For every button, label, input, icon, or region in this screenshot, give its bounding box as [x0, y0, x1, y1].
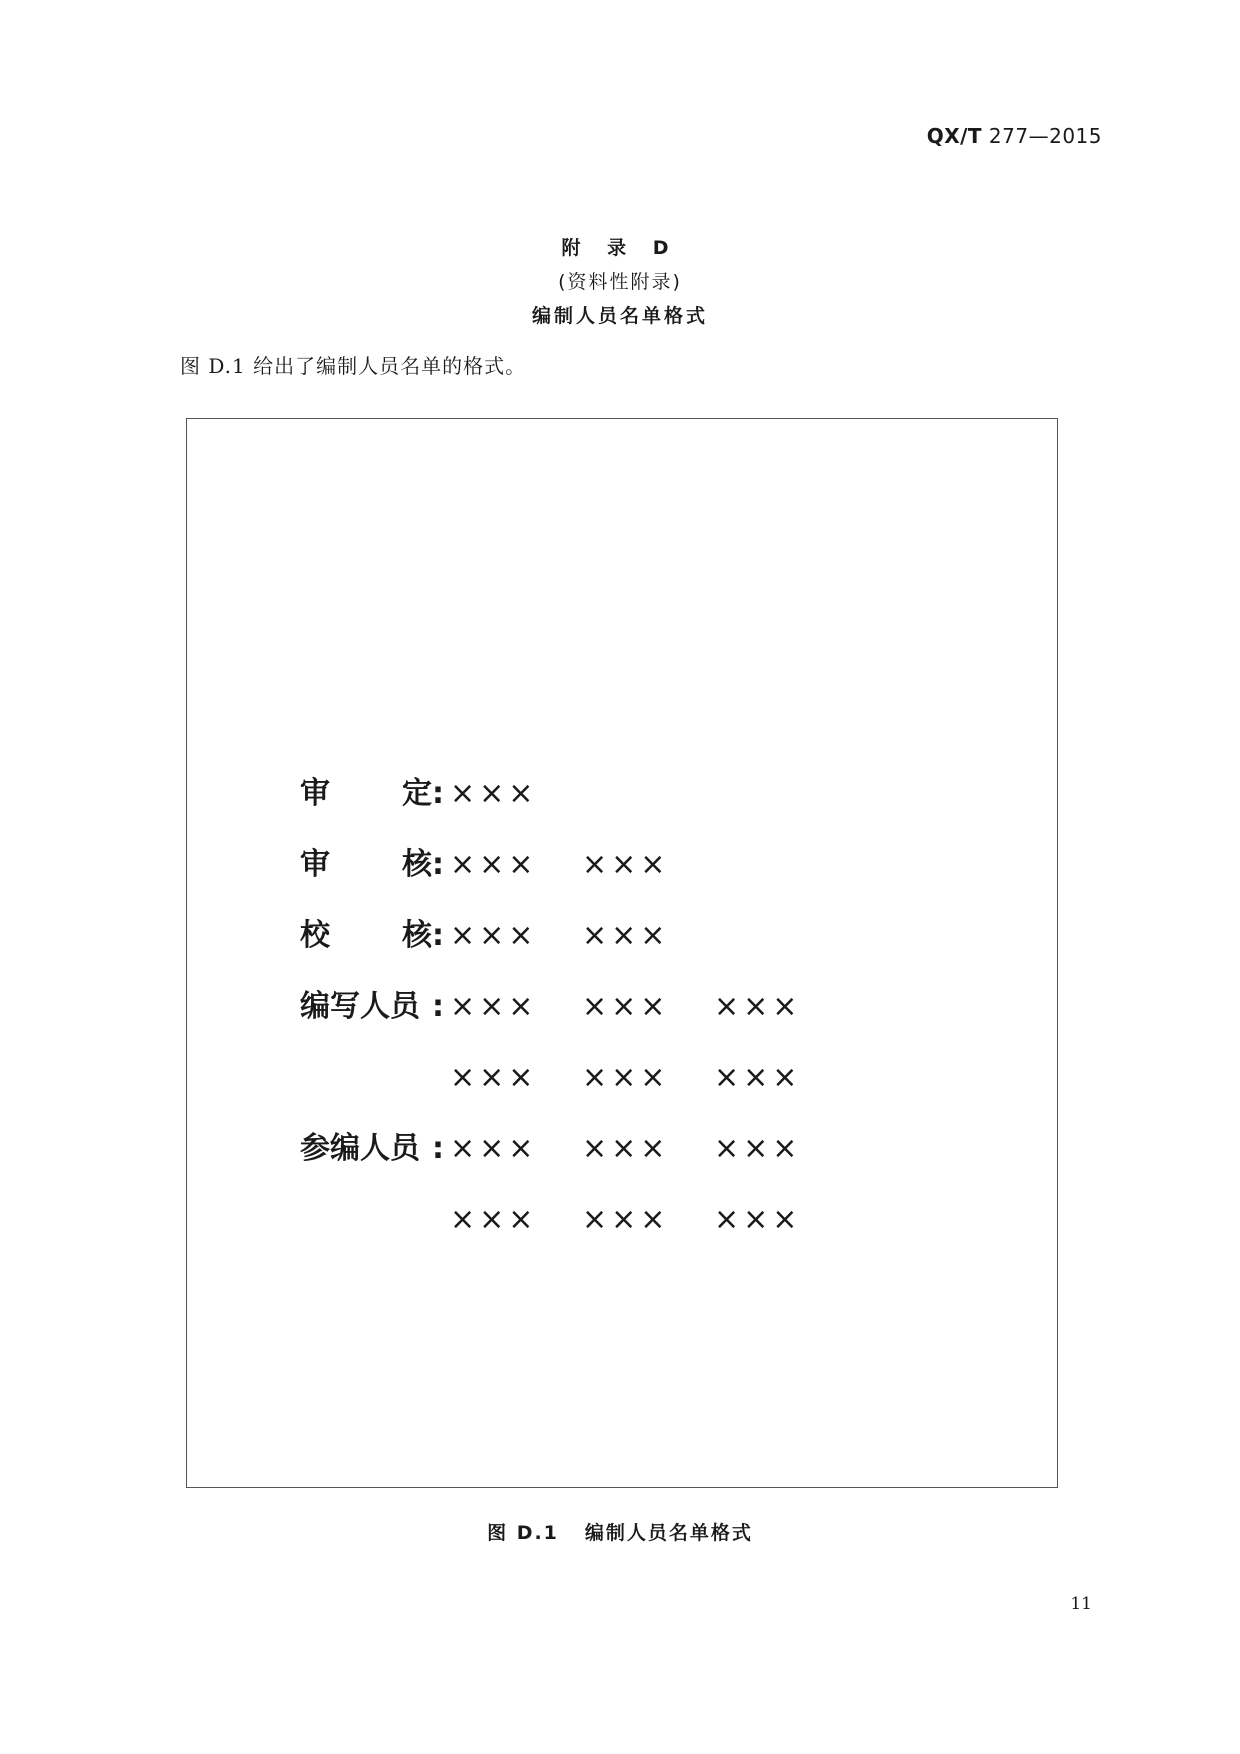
staff-name-placeholder: ×××: [450, 1131, 538, 1166]
staff-role-colon: :: [432, 989, 444, 1024]
staff-names: [450, 1200, 846, 1240]
staff-name-placeholder: ×××: [450, 989, 538, 1024]
figure-caption-title: 编制人员名单格式: [584, 1522, 753, 1544]
staff-row: [300, 1058, 846, 1098]
staff-name-placeholder: ×××: [582, 989, 670, 1024]
staff-role-colon: :: [432, 847, 444, 882]
annex-title: 编制人员名单格式: [531, 305, 708, 327]
page-number: 11: [1070, 1594, 1092, 1614]
annex-label: 附 录 D: [561, 237, 679, 259]
staff-name-placeholder: ×××: [714, 1060, 802, 1095]
staff-role-char: 审: [300, 776, 330, 811]
staff-name-placeholder: ×××: [582, 847, 670, 882]
staff-name-placeholder: ×××: [450, 918, 538, 953]
staff-name-placeholder: ×××: [450, 776, 538, 811]
staff-role-char: 定: [402, 776, 432, 811]
staff-row: [300, 987, 846, 1027]
staff-role-label: 参编人员: [300, 1131, 420, 1166]
standard-number: [927, 124, 1102, 148]
staff-role-char: 审: [300, 847, 330, 882]
staff-names: [450, 987, 846, 1027]
staff-role-char: 校: [300, 918, 330, 953]
staff-role-label: 编写人员: [300, 989, 420, 1024]
staff-row: [300, 1200, 846, 1240]
staff-name-placeholder: ×××: [714, 1131, 802, 1166]
staff-name-placeholder: ×××: [582, 1202, 670, 1237]
staff-row: [300, 845, 714, 885]
staff-role-label: [300, 916, 432, 956]
staff-name-placeholder: ×××: [582, 1131, 670, 1166]
standard-year: 277—2015: [988, 124, 1102, 148]
staff-name-placeholder: ×××: [714, 1202, 802, 1237]
staff-name-placeholder: ×××: [714, 989, 802, 1024]
annex-type: (资料性附录): [558, 271, 682, 293]
staff-row: [300, 774, 582, 814]
staff-name-placeholder: ×××: [582, 918, 670, 953]
staff-row: [300, 916, 714, 956]
staff-name-placeholder: ×××: [582, 1060, 670, 1095]
staff-name-placeholder: ×××: [450, 1060, 538, 1095]
staff-names: [450, 1129, 846, 1169]
staff-role-colon: :: [432, 776, 444, 811]
standard-code: QX/T: [926, 124, 983, 148]
staff-names: [450, 845, 714, 885]
staff-role-colon: :: [432, 918, 444, 953]
staff-row: [300, 1129, 846, 1169]
staff-name-placeholder: ×××: [450, 847, 538, 882]
staff-role-char: 核: [402, 847, 432, 882]
figure-caption-number: 图 D.1: [487, 1522, 559, 1544]
staff-role-char: 核: [402, 918, 432, 953]
staff-role-colon: :: [432, 1131, 444, 1166]
staff-names: [450, 774, 582, 814]
staff-role-label: [300, 774, 432, 814]
staff-name-placeholder: ×××: [450, 1202, 538, 1237]
figure-caption: [0, 1518, 1240, 1545]
intro-paragraph: 图 D.1 给出了编制人员名单的格式。: [180, 354, 527, 378]
staff-names: [450, 1058, 846, 1098]
staff-role-label: [300, 845, 432, 885]
staff-names: [450, 916, 714, 956]
